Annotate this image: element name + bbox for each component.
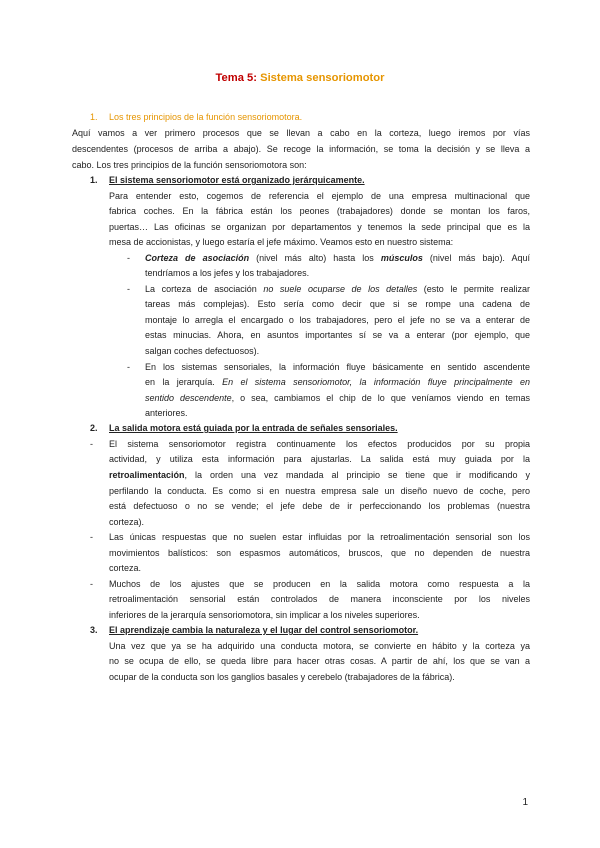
text-run: (nivel más bajo). Aquí (422, 253, 530, 263)
principle1-heading: El sistema sensoriomotor está organizado jerárquicamente. (109, 175, 365, 185)
text-run: La corteza de asociación (145, 284, 264, 294)
principle1-body-3: puertas… Las oficinas se organizan por departamentos y tenemos la sede principal que es la (109, 222, 530, 232)
text-run: (esto le permite realizar (417, 284, 530, 294)
page-number: 1 (522, 797, 528, 808)
bullet-dash: - (127, 284, 130, 294)
section1-intro-3: cabo. Los tres principios de la función sensoriomotora son: (72, 160, 307, 170)
emphasis-text: no suele ocuparse de los detalles (263, 284, 418, 294)
principle3-body-1: Una vez que ya se ha adquirido una conducta motora, se convierte en hábito y la corteza ya (109, 641, 530, 651)
principle2-bullet-a-line6: corteza). (109, 517, 145, 527)
principle1-body-1: Para entender esto, cogemos de referencia el ejemplo de una empresa multinacional que (109, 191, 530, 201)
principle1-bullet-c-line3 (145, 391, 530, 407)
section1-heading: Los tres principios de la función sensoriomotora. (109, 112, 303, 122)
emphasis-text: En el sistema sensoriomotor, la información fluye principalmente en (222, 377, 530, 387)
text-run: (nivel más alto) hasta los (249, 253, 381, 263)
principle1-bullet-b-line2: tareas más complejas). Esto sería como decir que si se rompe una cadena de (145, 299, 530, 309)
principle1-bullet-c-line1: En los sistemas sensoriales, la información fluye básicamente en sentido ascendente (145, 362, 530, 372)
corteza-asociacion-term: Corteza de asociación (145, 253, 250, 263)
bullet-dash: - (90, 579, 93, 589)
principle2-bullet-a-line4: perfilando la conducta. Es como si en nuestra empresa sale un diseño nuevo de coche, pero (109, 486, 530, 496)
musculos-term: músculos (380, 253, 423, 263)
principle1-bullet-b-line1 (145, 282, 530, 298)
principle2-bullet-c-line1: Muchos de los ajustes que se producen en la salida motora como respuesta a la (109, 579, 530, 589)
principle1-bullet-b-line5: salgan coches defectuosos). (145, 346, 260, 356)
principle2-bullet-c-line3: inferiores de la jerarquía sensoriomotora, sin implicar a los niveles superiores. (109, 610, 420, 620)
principle2-bullet-b-line1: Las únicas respuestas que no suelen estar influidas por la retroalimentación sensorial son los (109, 532, 530, 542)
principle2-bullet-a-line5: está defectuoso o no se vende; el jefe debe de ir perfeccionando los problemas (nuestra (109, 501, 530, 511)
principle2-bullet-b-line3: corteza. (109, 563, 142, 573)
bullet-dash: - (90, 532, 93, 542)
bullet-dash: - (90, 439, 93, 449)
page-title (0, 72, 600, 84)
principle3-body-3: ocupar de la conducta son los ganglios basales y cerebelo (trabajadores de la fábrica). (109, 672, 455, 682)
principle1-bullet-b-line4: estas minucias. Ahora, en asuntos importantes sí se va a enterar (por ejemplo, que (145, 330, 530, 340)
principle1-bullet-a-line1 (145, 251, 530, 267)
principle3-body-2: no se ocupa de ello, se queda libre para hacer otras cosas. A partir de ahí, los que se van a (109, 656, 530, 666)
principle2-bullet-b-line2: movimientos balísticos: son espasmos automáticos, bruscos, que no dependen de nuestra (109, 548, 530, 558)
principle2-bullet-a-line3 (109, 468, 530, 484)
principle1-body-4: mesa de accionistas, y luego estaría el jefe máximo. Veamos esto en nuestro sistema: (109, 237, 454, 247)
section1-intro-1: Aquí vamos a ver primero procesos que se llevan a cabo en la corteza, luego iremos por vías (72, 128, 530, 138)
bullet-dash: - (127, 253, 130, 263)
bullet-dash: - (127, 362, 130, 372)
principle2-number: 2. (90, 423, 98, 433)
principle1-number: 1. (90, 175, 98, 185)
title-name: Sistema sensoriomotor (260, 72, 385, 84)
principle2-heading: La salida motora está guiada por la entrada de señales sensoriales. (109, 423, 398, 433)
text-run: , o sea, cambiamos el chip de lo que veníamos viendo en temas (231, 393, 530, 403)
principle3-number: 3. (90, 625, 98, 635)
principle2-bullet-a-line2: actividad, y utiliza esta información para ajustarlas. La salida está muy guiada por la (109, 454, 530, 464)
principle1-bullet-c-line4: anteriores. (145, 408, 188, 418)
principle2-bullet-a-line1: El sistema sensoriomotor registra continuamente los efectos producidos por su propia (109, 439, 530, 449)
retroalimentacion-term: retroalimentación (109, 470, 185, 480)
principle1-bullet-c-line2 (145, 375, 530, 391)
section1-intro-2: descendentes (procesos de arriba a abajo). Se recoge la información, se toma la decisión y se lleva a (72, 144, 530, 154)
principle1-bullet-a-line2: tendríamos a los jefes y los trabajadores. (145, 268, 310, 278)
principle3-heading: El aprendizaje cambia la naturaleza y el lugar del control sensoriomotor. (109, 625, 419, 635)
principle1-bullet-b-line3: montaje lo arregla el encargado o los trabajadores, pero el jefe no se va a enterar de (145, 315, 530, 325)
title-prefix: Tema 5: (215, 72, 257, 84)
text-run: , la orden una vez mandada al principio se tiene que ir modificando y (184, 470, 530, 480)
principle2-bullet-c-line2: retroalimentación sensorial están controlados de manera inconsciente por los niveles (109, 594, 530, 604)
principle1-body-2: fabrica coches. En la fábrica están los peones (trabajadores) donde se montan los faros, (109, 206, 530, 216)
text-run: en la jerarquía. (145, 377, 223, 387)
emphasis-text: sentido descendente (145, 393, 232, 403)
section1-number: 1. (90, 112, 98, 122)
